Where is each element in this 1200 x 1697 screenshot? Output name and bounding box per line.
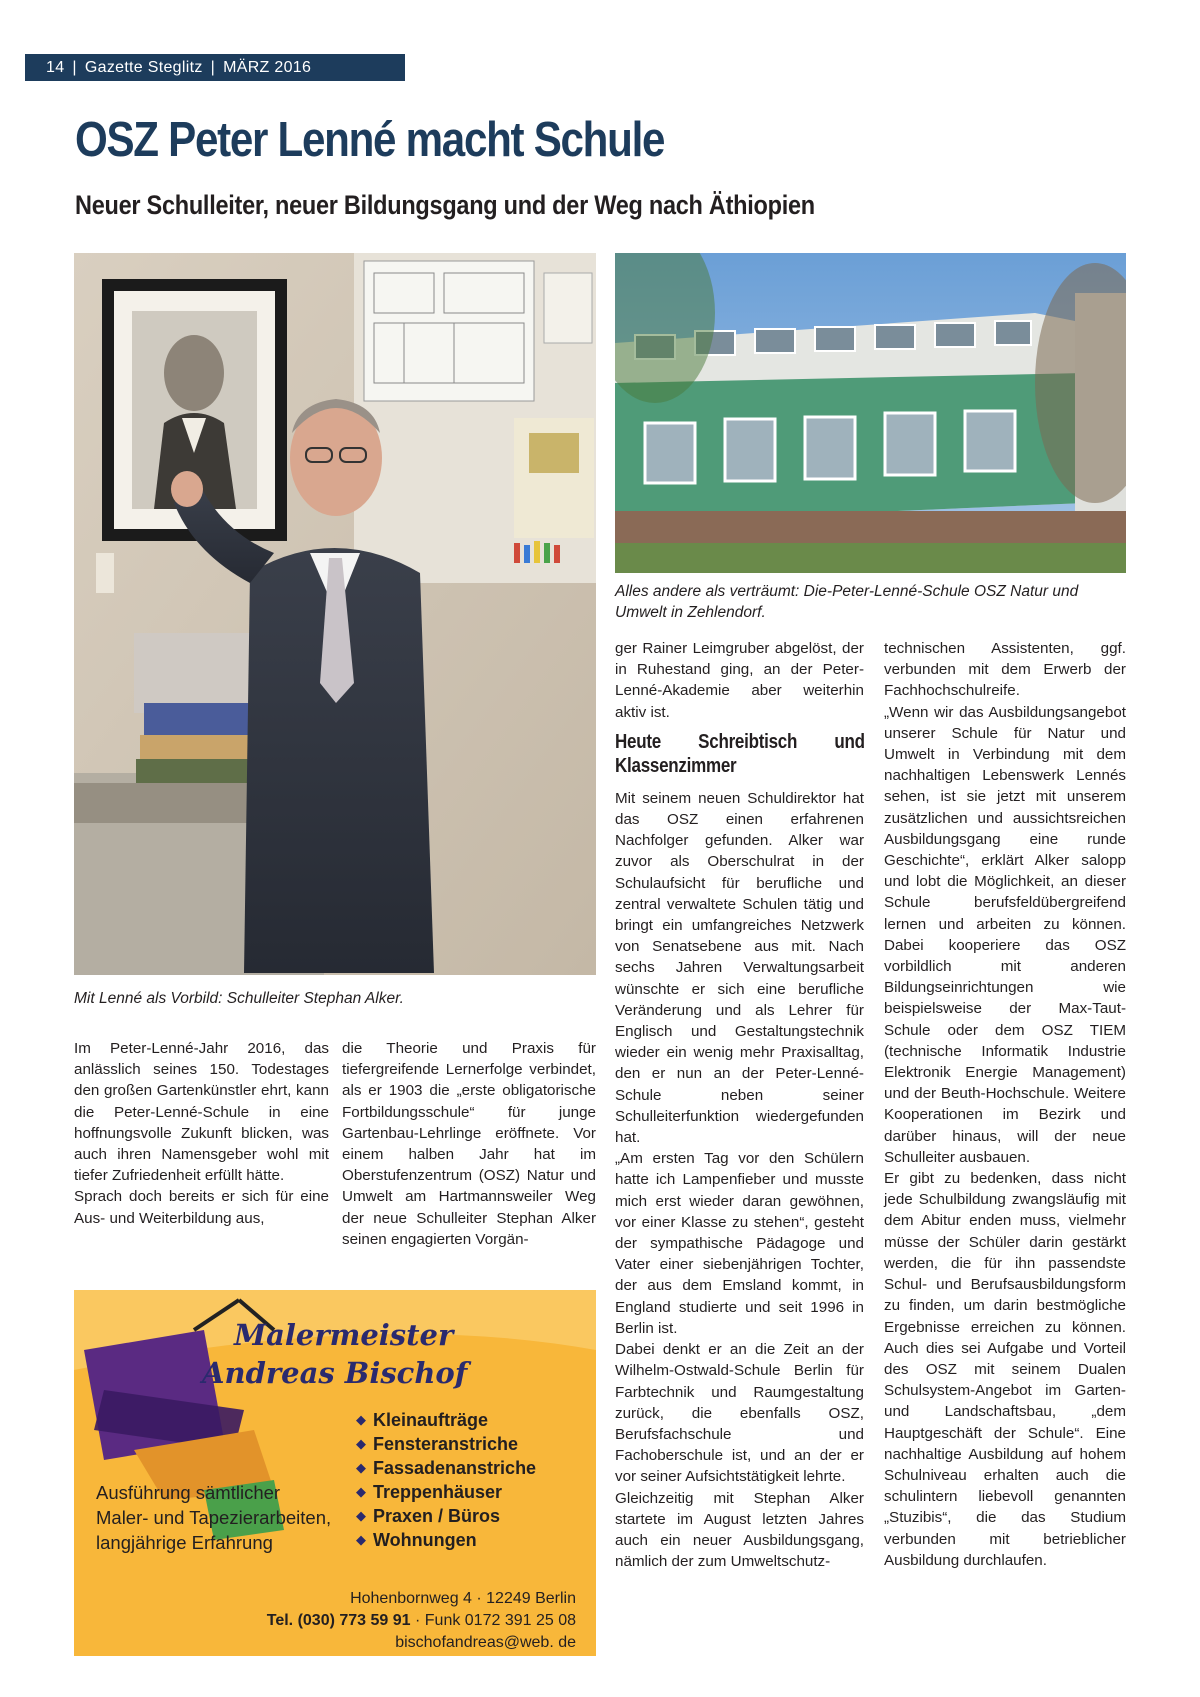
advertisement-painter (74, 1290, 596, 1656)
list-item: ◆ Fassadenanstriche (356, 1456, 536, 1480)
page-number: 14 (46, 59, 65, 76)
paragraph: Gleichzeitig mit Stephan Alker startete im August letzten Jahres auch ein neuer Ausbildungsgang, nämlich der zum Umweltschutz- (615, 1489, 864, 1571)
ad-phone: Tel. (030) 773 59 91 (266, 1612, 411, 1629)
issue-date: MÄRZ 2016 (223, 59, 312, 76)
ad-description (96, 1480, 331, 1555)
ad-address: Hohenbornweg 4 · 12249 Berlin (350, 1590, 576, 1607)
ad-phone-line (267, 1610, 576, 1632)
paragraph: Sprach doch bereits er sich für eine Aus- und Weiterbildung aus, (74, 1188, 329, 1227)
ad-services-list (356, 1408, 536, 1552)
caption-principal: Mit Lenné als Vorbild: Schulleiter Stephan Alker. (74, 990, 404, 1007)
paragraph: Im Peter-Lenné-Jahr 2016, das anlässlich seines 150. Todestages den großen Gartenkünstler ehrt, kann die Peter-Lenné-Schule in eine hoffnungsvolle Zukunft blicken, was auch ihren Namensgeber wohl mit tiefer Zufriedenheit erfüllt hätte. (74, 1040, 329, 1185)
list-item: ◆ Kleinaufträge (356, 1408, 536, 1432)
publication-name: Gazette Steglitz (84, 59, 203, 76)
article-column-2 (342, 1038, 596, 1250)
paragraph: Er gibt zu bedenken, dass nicht jede Schulbildung zwangsläufig mit dem Abitur enden muss, vielmehr müsse der Schüler darin gestärkt werden, die für ihn passendste Schul- und Berufsausbildungsform zu finden, um darin bestmögliche Ergebnisse erreichen zu können. Auch dies sei Aufgabe und Vorteil des OSZ mit seinem Dualen Schulsystem-Angebot im Garten- und Landschaftsbau, „dem Hauptgeschäft der Schule“. Eine nachhaltige Ausbildung auf hohem Schulniveau erhalten auch die schulintern liebevoll genannten „Stuzibis“, die das Studium verbunden mit betrieblicher Ausbildung durchlaufen. (884, 1170, 1126, 1569)
header-bar: 14 | Gazette Steglitz | MÄRZ 2016 (25, 54, 405, 81)
list-item: ◆ Wohnungen (356, 1528, 536, 1552)
ad-description-line: langjährige Erfahrung (96, 1532, 273, 1553)
photo-principal (74, 253, 596, 975)
ad-mobile: · Funk 0172 391 25 08 (410, 1612, 576, 1629)
caption-school: Alles andere als verträumt: Die-Peter-Lenné-Schule OSZ Natur und Umwelt in Zehlendorf. (615, 583, 1079, 621)
article-column-4 (884, 638, 1126, 1571)
article-column-1 (74, 1038, 329, 1229)
list-item: ◆ Fensteranstriche (356, 1432, 536, 1456)
photo-principal-illustration (74, 253, 596, 975)
paragraph: Dabei denkt er an die Zeit an der Wilhelm-Ostwald-Schule Berlin für Farbtechnik und Raumgestaltung zurück, die ebenfalls OSZ, Berufsfachschule und Fachoberschule ist, und an der er vor seiner Aufsichtstätigkeit lehrte. (615, 1341, 864, 1486)
article-subheadline: Neuer Schulleiter, neuer Bildungsgang und der Weg nach Äthiopien (75, 190, 815, 220)
paragraph: die Theorie und Praxis für tiefergreifende Lernerfolge verbindet, als er 1903 die „erste obligatorische Fortbildungsschule“ für junge Gartenbau-Lehrlinge eröffnete. Vor einem halben Jahr hat im Oberstufenzentrum (OSZ) Natur und Umwelt am Hartmannsweiler Weg der neue Schulleiter Stephan Alker seinen engagierten Vorgän- (342, 1040, 596, 1248)
paragraph: technischen Assistenten, ggf. verbunden mit dem Erwerb der Fachhochschulreife. (884, 640, 1126, 700)
list-item: ◆ Treppenhäuser (356, 1480, 536, 1504)
article-headline: OSZ Peter Lenné macht Schule (75, 113, 665, 167)
article-column-3 (615, 638, 864, 1572)
photo-school-illustration (615, 253, 1126, 573)
list-item: ◆ Praxen / Büros (356, 1504, 536, 1528)
ad-email[interactable]: bischofandreas@web. de (395, 1634, 576, 1651)
ad-title-line-2: Andreas Bischof (202, 1356, 468, 1390)
ad-title-line-1: Malermeister (234, 1318, 454, 1352)
paragraph: Mit seinem neuen Schuldirektor hat das OSZ einen erfahrenen Nachfolger gefunden. Alker war zuvor als Oberschulrat in der Schulaufsicht für berufliche und zentral verwaltete Schulen tätig und bringt ein umfangreiches Netzwerk von Senatsebene aus mit. Nach sechs Jahren Verwaltungsarbeit wünschte er sich eine berufliche Veränderung und als Lehrer für Englisch und Gestaltungstechnik wieder ein wenig mehr Praxisalltag, den er nun an der Peter-Lenné-Schule neben seiner Schulleiterfunktion wiedergefunden hat. (615, 789, 864, 1147)
paragraph: „Am ersten Tag vor den Schülern hatte ich Lampenfieber und musste mich erst wieder daran gewöhnen, vor einer Klasse zu stehen“, gesteht der sympathische Pädagoge und Vater einer siebenjährigen Tochter, der aus dem Emsland kommt, in England studierte und seit 1996 in Berlin ist. (615, 1150, 864, 1337)
photo-school-building (615, 253, 1126, 573)
paragraph: „Wenn wir das Ausbildungsangebot unserer Schule für Natur und Umwelt in Verbindung mit dem nachhaltigen Lebenswerk Lennés sehen, ist sie jetzt mit unserem zusätzlichen und aussichtsreichen Ausbildungsgang eine runde Geschichte“, erklärt Alker salopp und lobt die Möglichkeit, an dieser Schule berufsfeldübergreifend lernen und arbeiten zu können. Dabei kooperiere das OSZ vorbildlich mit anderen Bildungseinrichtungen wie beispielsweise der Max-Taut-Schule oder dem OSZ TIEM (technische Informatik Industrie Elektronik Energie Management) und der Beuth-Hochschule. Weitere Kooperationen im Bezirk und darüber hinaus, will der neue Schulleiter ausbauen. (884, 703, 1126, 1166)
ad-description-line: Maler- und Tapezierarbeiten, (96, 1507, 332, 1528)
section-heading: Heute Schreibtisch und Klassenzimmer (615, 730, 865, 777)
ad-description-line: Ausführung sämtlicher (96, 1482, 281, 1503)
ad-contact (267, 1588, 576, 1654)
paragraph: ger Rainer Leimgruber abgelöst, der in Ruhestand ging, an der Peter-Lenné-Akademie aber weiterhin aktiv ist. (615, 640, 864, 721)
